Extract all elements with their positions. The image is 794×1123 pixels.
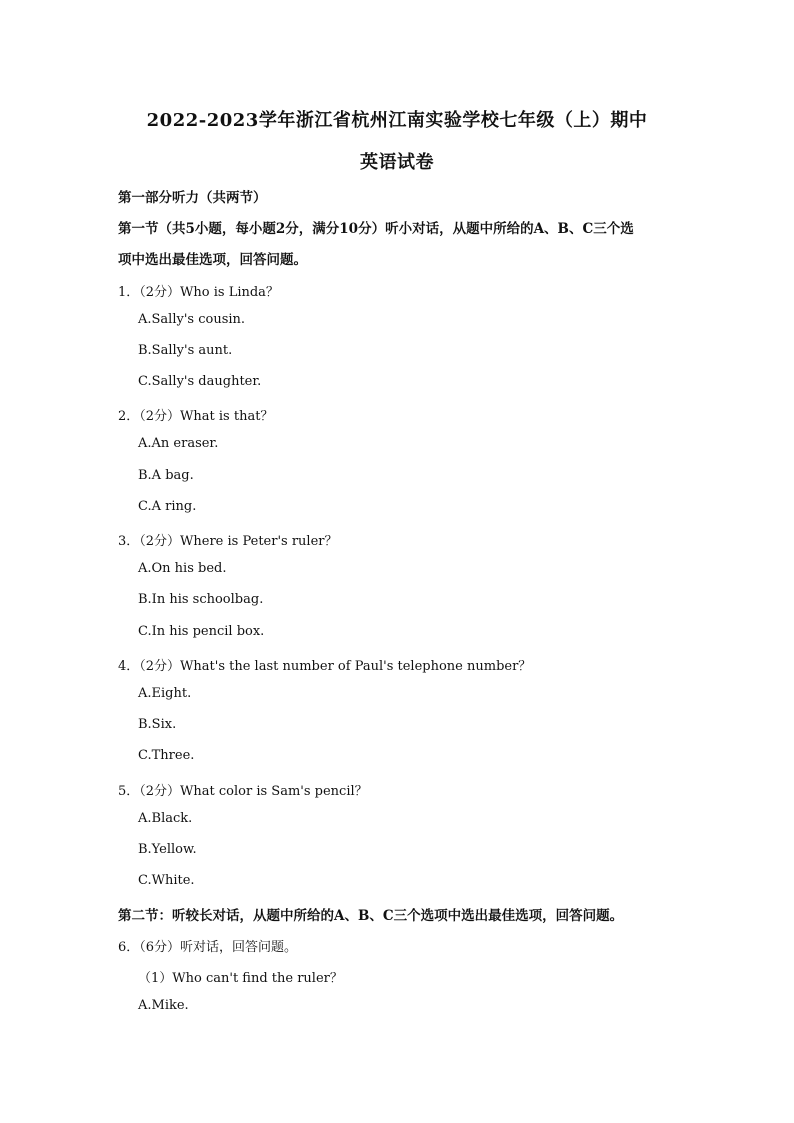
question-2: 2．（2分）What is that？ [118, 409, 274, 424]
question-5-option-a: A.Black. [138, 811, 193, 826]
question-4-option-b: B.Six. [138, 717, 177, 732]
question-6-sub-1-option-a: A.Mike. [138, 998, 189, 1013]
question-1-option-a: A.Sally's cousin. [138, 312, 246, 327]
question-4-option-a: A.Eight. [138, 686, 192, 701]
question-3-option-c: C.In his pencil box. [138, 624, 265, 639]
question-2-option-a: A.An eraser. [138, 436, 219, 451]
question-2-option-c: C.A ring. [138, 499, 197, 514]
question-4: 4．（2分）What's the last number of Paul's telephone number？ [118, 659, 532, 674]
section1-instruction-line1: 第一节（共5小题，每小题2分，满分10分）听小对话，从题中所给的A、B、C三个选 [118, 221, 634, 237]
question-1-option-c: C.Sally's daughter. [138, 374, 262, 389]
section2-instruction: 第二节：听较长对话，从题中所给的A、B、C三个选项中选出最佳选项，回答问题。 [118, 908, 624, 924]
question-5: 5．（2分）What color is Sam's pencil？ [118, 784, 368, 799]
question-3-option-a: A.On his bed. [138, 561, 227, 576]
exam-title-line1: 2022-2023学年浙江省杭州江南实验学校七年级（上）期中 [146, 110, 648, 131]
exam-title-line2: 英语试卷 [360, 152, 434, 173]
section1-instruction-line2: 项中选出最佳选项，回答问题。 [118, 252, 307, 268]
question-6-sub-1: （1）Who can't find the ruler？ [138, 971, 343, 986]
question-3: 3．（2分）Where is Peter's ruler？ [118, 534, 338, 549]
question-1: 1．（2分）Who is Linda？ [118, 285, 279, 300]
question-5-option-c: C.White. [138, 873, 195, 888]
part1-heading: 第一部分听力（共两节） [118, 190, 267, 206]
question-1-option-b: B.Sally's aunt. [138, 343, 233, 358]
question-6: 6．（6分）听对话，回答问题。 [118, 940, 298, 955]
question-3-option-b: B.In his schoolbag. [138, 592, 264, 607]
question-5-option-b: B.Yellow. [138, 842, 197, 857]
question-2-option-b: B.A bag. [138, 468, 194, 483]
question-4-option-c: C.Three. [138, 748, 195, 763]
